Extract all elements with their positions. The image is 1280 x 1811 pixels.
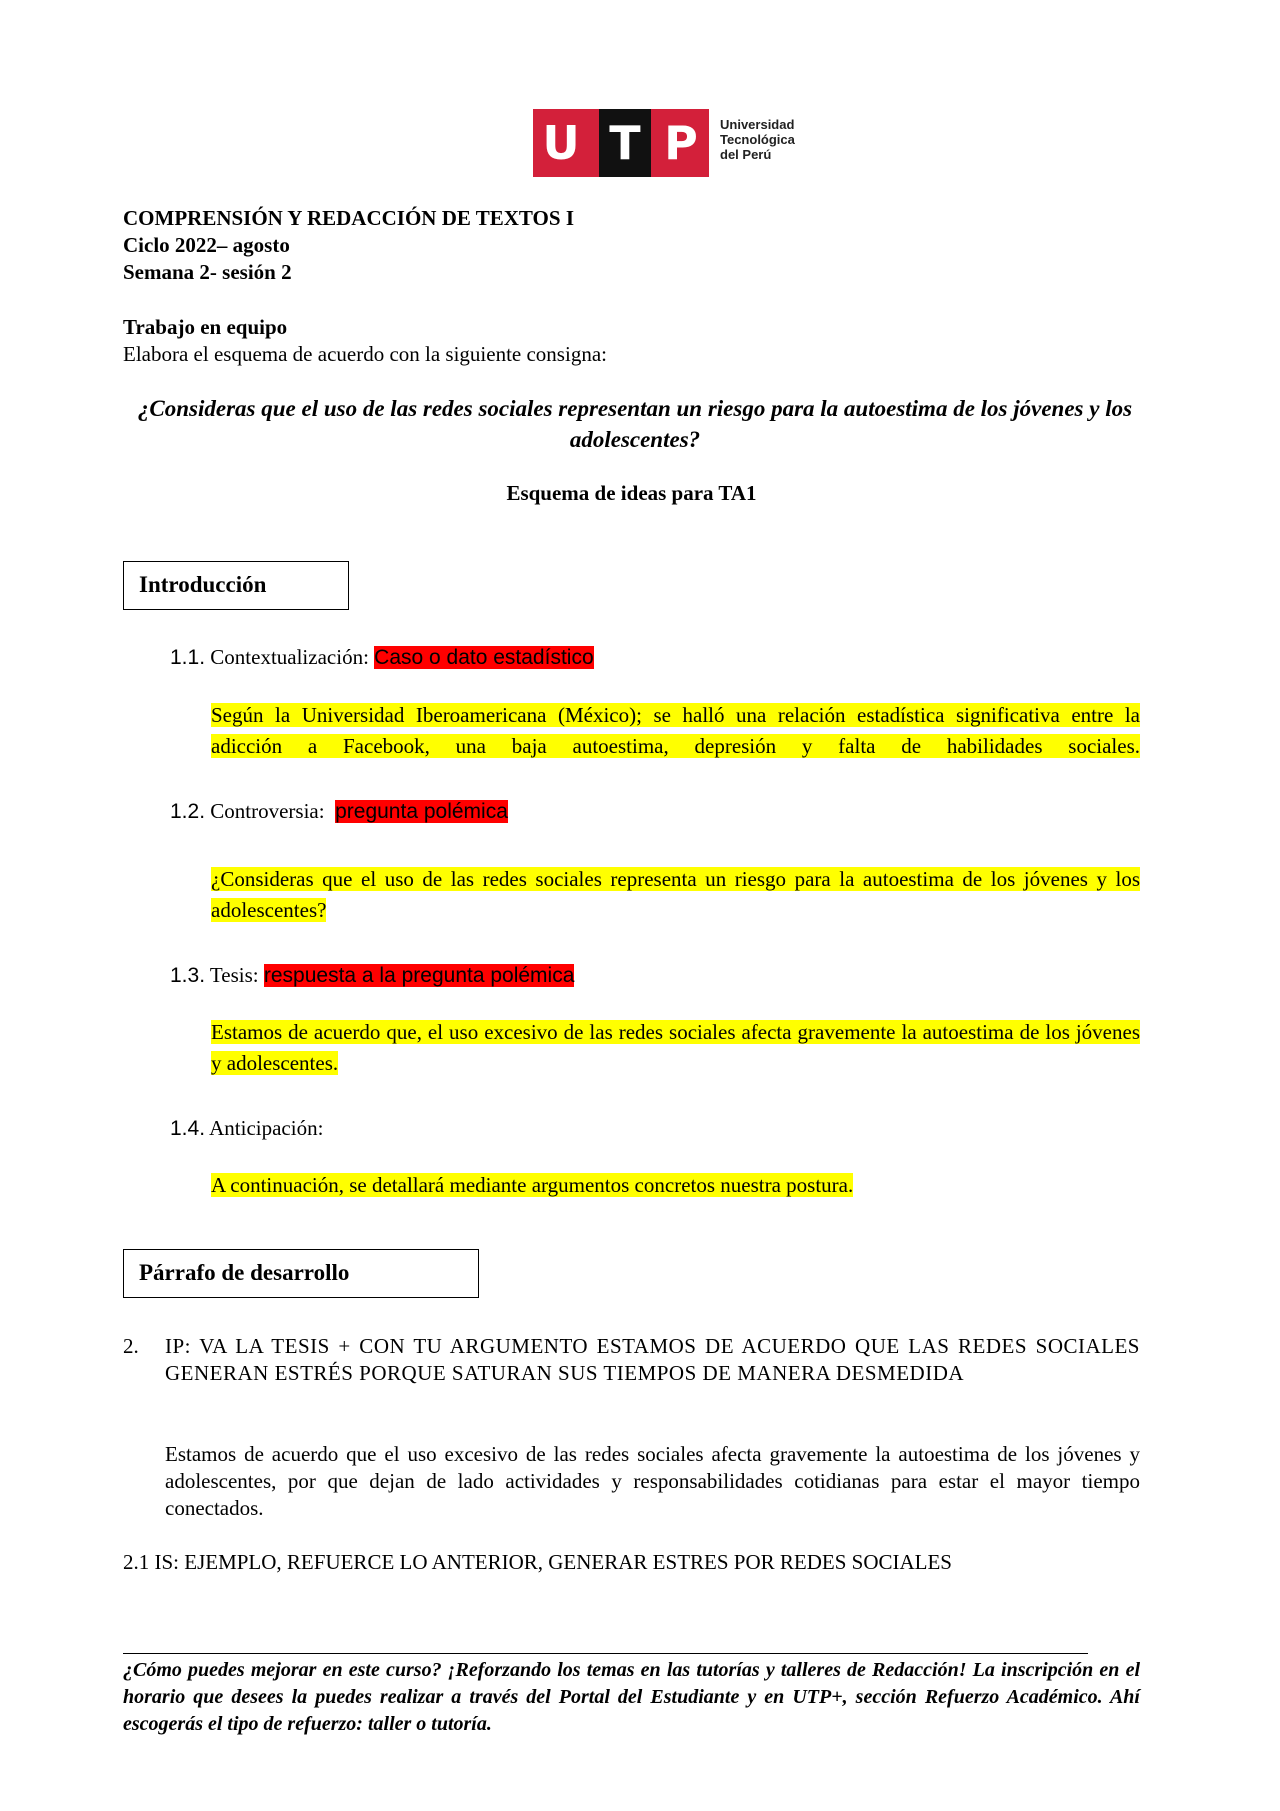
footer-note: ¿Cómo puedes mejorar en este curso? ¡Reforzando los temas en las tutorías y talleres de Redacción! La inscripción en el horario que desees la puedes realizar a través del Portal del Estudiante y en UTP+, sección Refuerzo Académico. Ahí escogerás el tipo de refuerzo: taller o tutoría.	[123, 1659, 1140, 1735]
development-ip-text: IP: VA LA TESIS + CON TU ARGUMENTO ESTAMOS DE ACUERDO QUE LAS REDES SOCIALES GENERAN ESTRÉS PORQUE SATURAN SUS TIEMPOS DE MANERA DESMEDIDA	[165, 1334, 1140, 1385]
intro-item-1: 1.1. Contextualización: Caso o dato estadístico	[170, 645, 594, 669]
development-paragraph: Estamos de acuerdo que el uso excesivo de las redes sociales afecta gravemente la autoestima de los jóvenes y adolescentes, por que dejan de lado actividades y responsabilidades cotidianas para estar el mayor tiempo conectados.	[165, 1442, 1140, 1520]
course-title: COMPRENSIÓN Y REDACCIÓN DE TEXTOS I	[123, 206, 574, 230]
scheme-title: Esquema de ideas para TA1	[506, 481, 757, 505]
intro-item-2-tag: pregunta polémica	[335, 800, 508, 823]
development-is-text: 2.1 IS: EJEMPLO, REFUERCE LO ANTERIOR, GENERAR ESTRES POR REDES SOCIALES	[123, 1550, 952, 1574]
intro-section-box: Introducción	[123, 561, 349, 610]
logo-university-name: Universidad Tecnológica del Perú	[720, 117, 795, 162]
logo-letter-p: P	[664, 116, 698, 170]
intro-item-3-tag: respuesta a la pregunta polémica	[263, 964, 575, 987]
cycle-label: Ciclo 2022– agosto	[123, 233, 290, 257]
intro-item-4: 1.4. Anticipación:	[170, 1116, 324, 1140]
intro-item-3-text: Estamos de acuerdo que, el uso excesivo de las redes sociales afecta gravemente la autoestima de los jóvenes y adolescentes.	[211, 1020, 1140, 1075]
development-item-number: 2.	[123, 1334, 139, 1358]
logo-letter-t: T	[609, 116, 641, 170]
intro-item-1-tag: Caso o dato estadístico	[374, 646, 594, 669]
week-label: Semana 2- sesión 2	[123, 260, 292, 284]
intro-item-4-text: A continuación, se detallará mediante argumentos concretos nuestra postura.	[211, 1173, 854, 1197]
development-section-box: Párrafo de desarrollo	[123, 1249, 479, 1298]
intro-item-1-text: Según la Universidad Iberoamericana (México); se halló una relación estadística significativa entre la adicción a Facebook, una baja autoestima, depresión y falta de habilidades sociales.	[211, 703, 1140, 758]
footer-divider	[123, 1653, 1088, 1654]
assignment-instruction: Elabora el esquema de acuerdo con la siguiente consigna:	[123, 342, 607, 366]
intro-item-3: 1.3. Tesis: respuesta a la pregunta polémica	[170, 963, 575, 987]
prompt-question: ¿Consideras que el uso de las redes sociales representan un riesgo para la autoestima de los jóvenes y los adolescentes?	[137, 396, 1133, 452]
logo-letter-u: U	[542, 116, 580, 170]
intro-item-2: 1.2. Controversia: pregunta polémica	[170, 799, 508, 823]
intro-item-2-text: ¿Consideras que el uso de las redes sociales representa un riesgo para la autoestima de los jóvenes y los adolescentes?	[211, 867, 1140, 922]
assignment-title: Trabajo en equipo	[123, 315, 288, 339]
utp-logo	[533, 109, 803, 177]
